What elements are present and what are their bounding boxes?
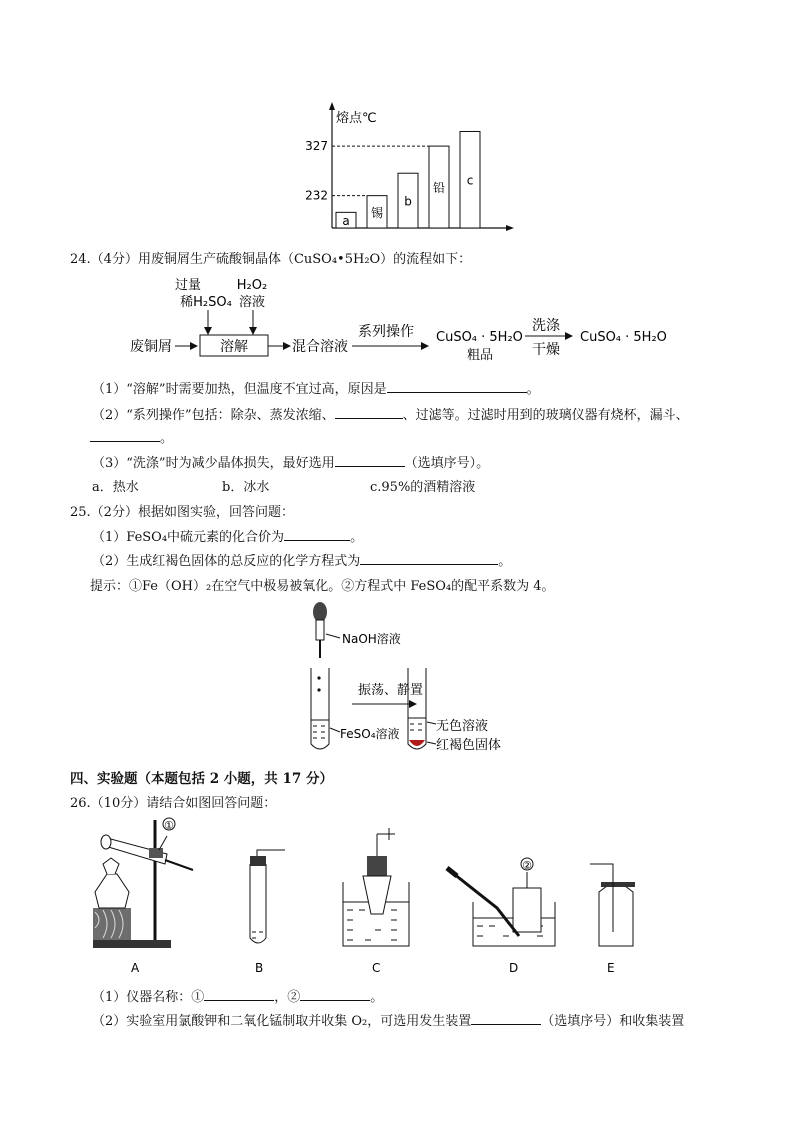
crude-label: 粗品 — [466, 348, 494, 363]
label-d: D — [509, 961, 519, 975]
apparatus-c — [343, 828, 409, 975]
answer-blank[interactable] — [90, 429, 160, 442]
answer-blank[interactable] — [284, 528, 350, 541]
melting-point-chart — [290, 98, 530, 238]
action-label: 振荡、静置 — [358, 683, 424, 698]
q24-part2: （2）“系列操作”包括：除杂、蒸发浓缩、 、过滤等。过滤时用到的玻璃仪器有烧杯，漏斗、 — [92, 408, 689, 423]
label-a: A — [131, 961, 140, 975]
apparatus-b — [250, 850, 285, 975]
label-b: B — [255, 961, 264, 975]
precipitate-mark — [409, 740, 425, 746]
y-axis-arrow — [329, 102, 335, 110]
option-a: a．热水 — [92, 480, 139, 495]
flow-mixture: 混合溶液 — [292, 339, 348, 355]
bar-label: b — [404, 194, 412, 209]
q25-part1: （1）FeSO₄中硫元素的化合价为 。 — [92, 530, 364, 545]
answer-blank[interactable] — [204, 988, 274, 1001]
answer-blank[interactable] — [387, 380, 527, 393]
label-c: C — [372, 961, 381, 975]
circle2-label: ② — [522, 859, 532, 872]
q26-part1: （1）仪器名称：① ，② 。 — [92, 990, 384, 1005]
q26-stem: 26.（10分）请结合如图回答问题： — [70, 796, 277, 811]
flow-wash: 洗涤 — [532, 318, 560, 334]
option-c: c.95%的酒精溶液 — [370, 480, 476, 495]
circle1-label: ① — [164, 819, 174, 832]
bar-label: a — [342, 214, 350, 229]
q24-flowchart — [120, 272, 720, 367]
naoh-label: NaOH溶液 — [342, 632, 401, 646]
x-axis-arrow — [506, 225, 514, 231]
q25-hint: 提示：①Fe（OH）₂在空气中极易被氧化。②方程式中 FeSO₄的配平系数为 4。 — [90, 579, 555, 594]
dissolve-label: 溶解 — [220, 339, 248, 355]
option-b: b．冰水 — [222, 480, 270, 495]
q25-part2: （2）生成红褐色固体的总反应的化学方程式为 。 — [92, 554, 512, 569]
reagent1-line2: 稀H₂SO₄ — [180, 295, 232, 310]
reagent2-line1: H₂O₂ — [236, 278, 268, 293]
q24-stem: 24.（4分）用废铜屑生产硫酸铜晶体（CuSO₄•5H₂O）的流程如下： — [70, 252, 472, 267]
flow-op: 系列操作 — [358, 324, 414, 340]
q26-apparatus — [85, 812, 645, 977]
apparatus-a — [93, 818, 193, 975]
y-tick-label: 232 — [305, 188, 328, 203]
y-tick-label: 327 — [305, 139, 328, 154]
answer-blank[interactable] — [335, 454, 405, 467]
reagent2-line2: 溶液 — [238, 295, 266, 310]
answer-blank[interactable] — [471, 1012, 541, 1025]
precip-label: 红褐色固体 — [436, 738, 502, 753]
apparatus-d — [447, 858, 555, 975]
label-e: E — [607, 961, 615, 975]
q25-figure — [290, 598, 520, 758]
feso4-label: FeSO₄溶液 — [340, 727, 400, 741]
bar-label: c — [466, 173, 474, 188]
reagent1-line1: 过量 — [174, 278, 202, 293]
answer-blank[interactable] — [300, 988, 370, 1001]
q24-part3: （3）“洗涤”时为减少晶体损失，最好选用 （选填序号）。 — [92, 456, 490, 471]
q26-part2: （2）实验室用氯酸钾和二氧化锰制取并收集 O₂，可选用发生装置 （选填序号）和收集装置 — [92, 1014, 685, 1029]
flow-product: CuSO₄ · 5H₂O — [580, 330, 667, 345]
crude-formula: CuSO₄ · 5H₂O — [436, 330, 523, 345]
q24-part2-cont: 。 — [90, 427, 173, 446]
q24-part1: （1）“溶解”时需要加热，但温度不宜过高，原因是 。 — [92, 382, 540, 397]
q25-stem: 25.（2分）根据如图实验，回答问题： — [70, 505, 294, 520]
bar-label: 铅 — [432, 181, 446, 196]
bar-label: 锡 — [370, 205, 384, 220]
colorless-label: 无色溶液 — [436, 719, 489, 734]
y-axis-label: 熔点℃ — [336, 111, 377, 126]
answer-blank[interactable] — [335, 406, 403, 419]
flow-start: 废铜屑 — [130, 339, 172, 355]
apparatus-e — [590, 864, 635, 975]
section4-title: 四、实验题（本题包括 2 小题，共 17 分） — [70, 771, 333, 787]
answer-blank[interactable] — [360, 552, 498, 565]
flow-dry: 干燥 — [532, 342, 560, 358]
